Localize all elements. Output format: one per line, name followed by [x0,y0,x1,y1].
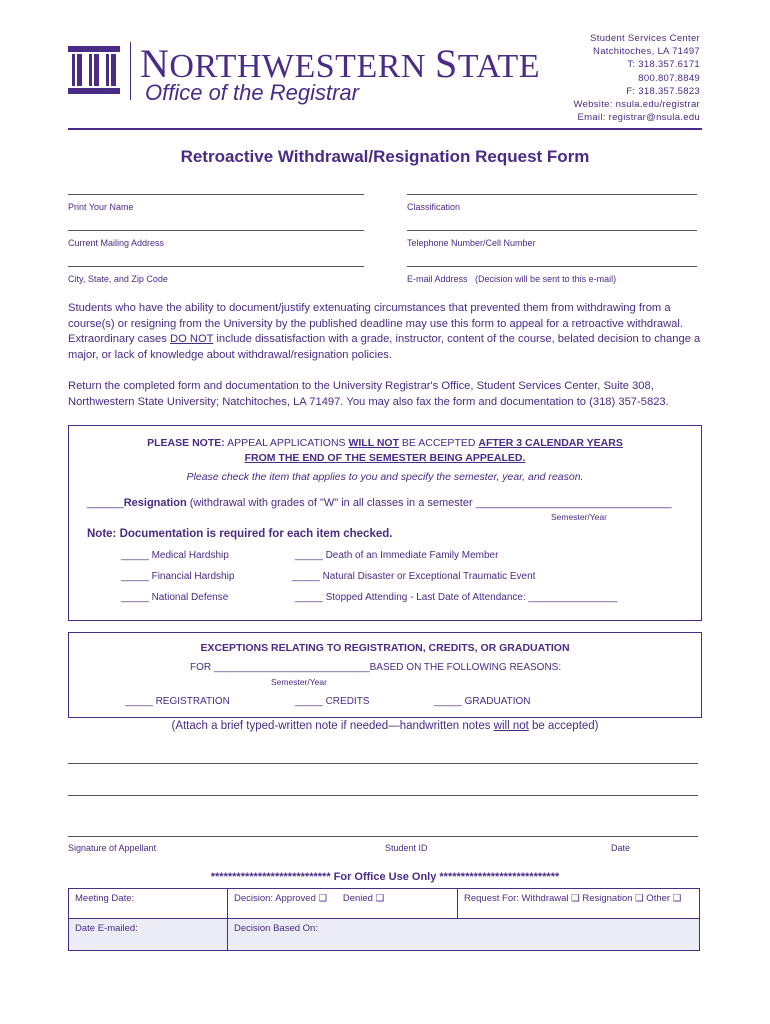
meeting-date-cell: Meeting Date: [69,889,228,919]
phone-field[interactable] [407,230,697,231]
decision-based-cell: Decision Based On: [228,919,700,951]
student-id-label: Student ID [385,843,428,853]
financial-hardship-option[interactable]: _____ Financial Hardship [121,571,235,582]
exceptions-title: EXCEPTIONS RELATING TO REGISTRATION, CREDITS, OR GRADUATION [200,642,570,654]
classification-field[interactable] [407,194,697,195]
national-defense-option[interactable]: _____ National Defense [121,592,229,603]
resignation-option[interactable]: ______Resignation (withdrawal with grades of "W" in all classes in a semester ________________________________ [87,497,672,509]
exceptions-box [68,632,702,718]
address-field[interactable] [68,230,364,231]
classification-label: Classification [407,202,461,212]
date-label: Date [611,843,631,853]
documentation-note: Note: Documentation is required for each item checked. [87,528,393,540]
contact-info [573,32,700,124]
logo-divider [130,42,131,100]
contact-line: Email: registrar@nsula.edu [577,112,700,124]
contact-line: T: 318.357.6171 [627,59,700,71]
contact-line: Student Services Center [590,33,700,44]
return-paragraph: Return the completed form and documentation to the University Registrar's Office, Student Services Center, Suite 308, Northwestern State University; Natchitoches, LA 71497. You may also fax the form and documentation to (318) 357-5823. [68,380,669,408]
university-name: NORTHWESTERN STATE [140,41,541,86]
name-field[interactable] [68,194,364,195]
phone-label: Telephone Number/Cell Number [407,238,536,248]
attach-note: (Attach a brief typed-written note if needed—handwritten notes will not be accepted) [171,720,599,732]
city-label: City, State, and Zip Code [68,274,168,284]
contact-line: Website: nsula.edu/registrar [573,99,700,111]
contact-line: Natchitoches, LA 71497 [593,46,700,58]
deadline-note: FROM THE END OF THE SEMESTER BEING APPEALED. [244,452,526,464]
note-line-2[interactable] [68,795,698,796]
contact-line: F: 318.357.5823 [626,85,700,97]
office-name: Office of the Registrar [145,80,359,105]
address-label: Current Mailing Address [68,238,165,248]
intro-paragraph: Students who have the ability to document/justify extenuating circumstances that prevented them from withdrawing from a course(s) or resigning from the University by the published deadline may use this form to appeal for a retroactive withdrawal. Extraordinary cases DO NOT include dissatisfaction with a grade, instructor, content of the course, belated decision to change a major, or lack of knowledge about withdrawal/resignation policies. [68,302,701,361]
decision-cell[interactable]: Decision: Approved ❏ Denied ❏ [228,889,458,919]
semester-year-label: Semester/Year [271,677,327,687]
name-label: Print Your Name [68,202,134,212]
instruction-text: Please check the item that applies to you and specify the semester, year, and reason. [186,471,584,483]
exceptions-for-line[interactable]: FOR ____________________________BASED ON THE FOLLOWING REASONS: [190,662,562,673]
email-field[interactable] [407,266,697,267]
graduation-option[interactable]: _____ GRADUATION [434,696,531,707]
office-use-title: **************************** For Office Use Only **************************** [210,871,560,883]
signature-line[interactable] [68,836,698,837]
medical-hardship-option[interactable]: _____ Medical Hardship [121,550,229,561]
header-rule [68,128,702,130]
natural-disaster-option[interactable]: _____ Natural Disaster or Exceptional Traumatic Event [292,571,536,582]
signature-label: Signature of Appellant [68,843,157,853]
city-field[interactable] [68,266,364,267]
stopped-attending-option[interactable]: _____ Stopped Attending - Last Date of Attendance: ________________ [295,592,618,603]
registration-option[interactable]: _____ REGISTRATION [125,696,230,707]
form-title: Retroactive Withdrawal/Resignation Request Form [180,147,590,166]
contact-line: 800.807.8849 [638,72,700,84]
semester-year-label: Semester/Year [551,512,607,522]
credits-option[interactable]: _____ CREDITS [295,696,370,707]
appeal-options-box [68,425,702,621]
death-option[interactable]: _____ Death of an Immediate Family Member [295,550,499,561]
please-note: PLEASE NOTE: APPEAL APPLICATIONS WILL NOT BE ACCEPTED AFTER 3 CALENDAR YEARS [147,437,623,449]
email-label: E-mail Address (Decision will be sent to this e-mail) [407,274,617,284]
note-line-1[interactable] [68,763,698,764]
request-for-cell[interactable]: Request For: Withdrawal ❏ Resignation ❏ Other ❏ [458,889,700,919]
office-use-table [68,888,700,951]
nsu-logo-icon [68,46,120,94]
date-emailed-cell: Date E-mailed: [69,919,228,951]
